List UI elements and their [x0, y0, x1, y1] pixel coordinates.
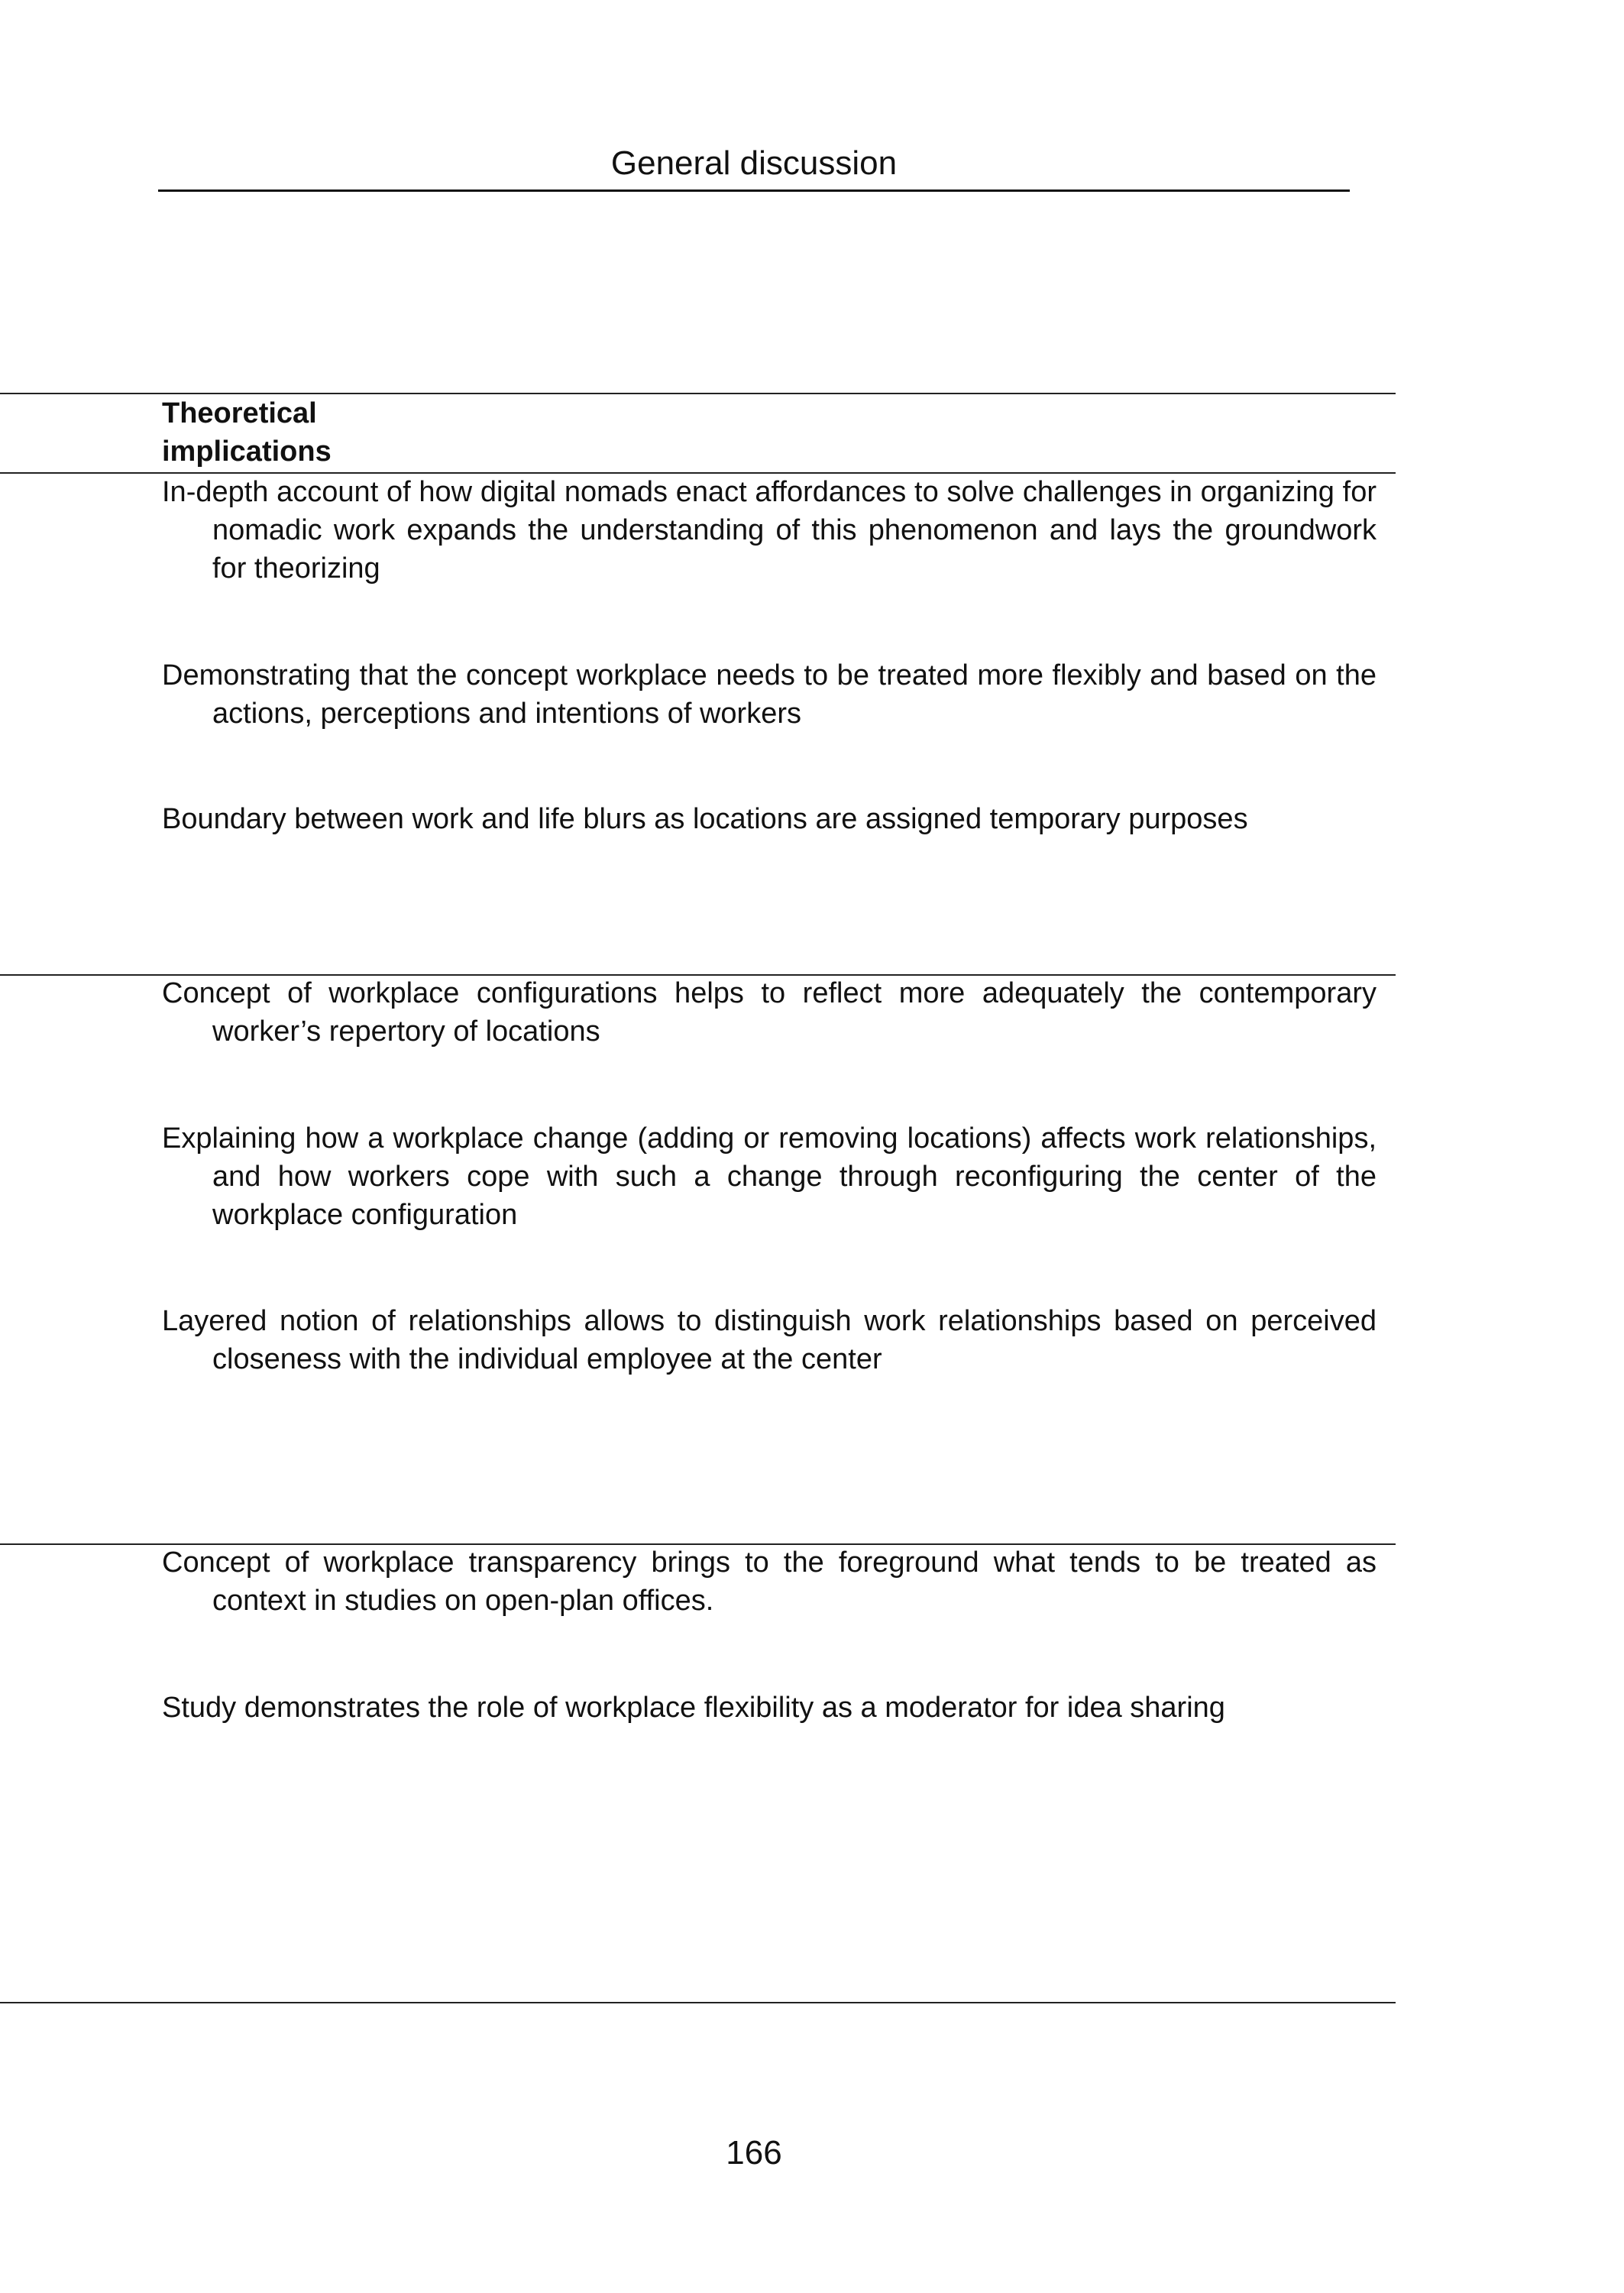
implication-entry: Explaining how a workplace change (adding or removing locations) affects work relationships, and how workers cope with such a change through reconfiguring the center of the workplace configuration — [162, 1122, 1377, 1231]
implication-entry: Boundary between work and life blurs as locations are assigned temporary purposes — [162, 803, 1248, 835]
implication-entry: Layered notion of relationships allows to distinguish work relationships based on perceived closeness with the individual employee at the center — [162, 1305, 1377, 1375]
page-number: 166 — [726, 2134, 782, 2172]
implication-entry: Concept of workplace configurations helps to reflect more adequately the contemporary worker’s repertory of locations — [162, 977, 1377, 1048]
running-header: General discussion — [158, 138, 1350, 192]
implication-entry: Demonstrating that the concept workplace needs to be treated more flexibly and based on the actions, perceptions and intentions of workers — [162, 659, 1377, 730]
implication-entry: Concept of workplace transparency brings to the foreground what tends to be treated as context in studies on open-plan offices. — [162, 1546, 1377, 1617]
implication-entry: In-depth account of how digital nomads enact affordances to solve challenges in organizing for nomadic work expands the understanding of this phenomenon and lays the groundwork for theorizing — [162, 476, 1377, 585]
implication-entry: Study demonstrates the role of workplace flexibility as a moderator for idea sharing — [162, 1692, 1225, 1724]
column-header-theoretical-implications: Theoretical implications — [162, 397, 332, 468]
table-bottom-rule — [0, 2002, 1396, 2003]
